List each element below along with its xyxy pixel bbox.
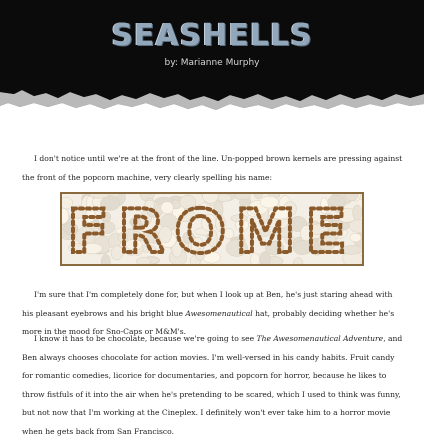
- popcorn-kernels-icon: [62, 194, 362, 264]
- story-paragraph-3: I know it has to be chocolate, because we're going to see The Awesomenautical Adventure, and Ben always chooses chocolate for action movies. I'm well-versed in his candy habits. Fruit candy for romantic comedies, licorice for documentaries, and popcorn for horror, because he likes to throw fistfuls of it into the air when he's pretending to be scared, which I used to think was funny, but not now that I'm working at the Cineplex. I definitely won't ever take him to a horror movie when he gets back from San Francisco.: [22, 334, 403, 436]
- torn-paper-edge: [0, 82, 424, 122]
- story-title: SEASHELLS: [111, 18, 313, 53]
- author-byline: by: Marianne Murphy: [164, 58, 260, 68]
- story-paragraph-2: I'm sure that I'm completely done for, but when I look up at Ben, he's just staring ahead with his pleasant eyebrows and his bright blue Awesomenautical hat, probably deciding whether he's more in the mood for Sno-Caps or M&M's.: [22, 290, 395, 336]
- story-paragraph-1: I don't notice until we're at the front of the line. Un-popped brown kernels are pressing against the front of the popcorn machine, very clearly spelling his name:: [22, 154, 403, 182]
- kernel-letters: FROME: [67, 197, 357, 264]
- popcorn-name-figure: [60, 192, 364, 266]
